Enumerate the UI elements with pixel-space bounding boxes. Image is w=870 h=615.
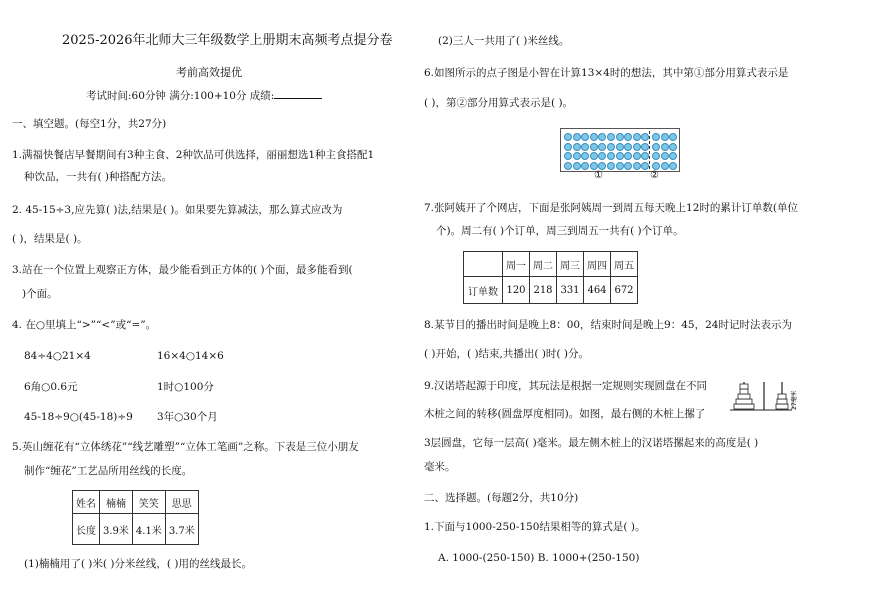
- dot: [581, 162, 589, 170]
- table-cell: 楠楠: [100, 491, 133, 514]
- table-cell: 周三: [557, 252, 584, 277]
- table-cell: 218: [530, 277, 557, 304]
- q4-instruction: 4. 在○里填上“>”“<”或“=”。: [12, 319, 157, 331]
- exam-subtitle: 考前高效提优: [176, 66, 242, 79]
- q7-line1: 7.张阿姨开了个网店，下面是张阿姨周一到周五每天晚上12时的累计订单数(单位: [424, 202, 798, 214]
- dot: [573, 152, 581, 160]
- table-cell: 464: [584, 277, 611, 304]
- q6-line1: 6.如图所示的点子图是小智在计算13×4时的想法，其中第①部分用算式表示是: [424, 67, 789, 79]
- dot: [641, 143, 649, 151]
- dot: [641, 162, 649, 170]
- left-disk: [738, 394, 750, 399]
- dot: [624, 143, 632, 151]
- table-cell: 331: [557, 277, 584, 304]
- section-choice: 二、选择题。(每题2分，共10分): [424, 492, 579, 504]
- dot: [607, 143, 615, 151]
- height-label: 27毫米: [791, 390, 798, 410]
- dot: [598, 133, 606, 141]
- dot-grid-figure: [560, 128, 680, 172]
- right-disk: [778, 394, 786, 399]
- dot: [590, 133, 598, 141]
- dot: [590, 143, 598, 151]
- exam-info-text: 考试时间:60分钟 满分:100+10分 成绩:: [86, 90, 275, 102]
- q9-line3: 3层圆盘，它每一层高( )毫米。最左侧木桩上的汉诺塔摞起来的高度是( ): [424, 437, 759, 449]
- table-cell: 4.1米: [132, 514, 165, 545]
- dot: [661, 143, 669, 151]
- dot: [564, 162, 572, 170]
- dot: [607, 152, 615, 160]
- dot: [581, 152, 589, 160]
- table-cell: [464, 252, 503, 277]
- dot: [661, 162, 669, 170]
- q6-line2: ( )，第②部分用算式表示是( )。: [424, 97, 574, 109]
- q3-line2: )个面。: [22, 288, 58, 300]
- dot: [581, 133, 589, 141]
- q5-line2: 制作“缠花”工艺品所用丝线的长度。: [24, 465, 193, 477]
- table-cell: 长度: [73, 514, 100, 545]
- dot: [661, 152, 669, 160]
- q4-item: 1时○100分: [157, 381, 214, 393]
- dot: [573, 133, 581, 141]
- exam-title: 2025-2026年北师大三年级数学上册期末高频考点提分卷: [62, 33, 393, 48]
- dot: [633, 133, 641, 141]
- q3-line1: 3.站在一个位置上观察正方体，最少能看到正方体的( )个面，最多能看到(: [12, 264, 353, 276]
- q2-line2: ( )，结果是( )。: [12, 233, 88, 245]
- left-disk: [740, 384, 748, 389]
- dot: [581, 143, 589, 151]
- dot: [564, 133, 572, 141]
- table-cell: 3.7米: [165, 514, 198, 545]
- right-disk: [777, 399, 787, 404]
- hanoi-tower-figure: [730, 376, 810, 414]
- q4-item: 6角○0.6元: [24, 381, 78, 393]
- dot: [669, 133, 677, 141]
- exam-info: [86, 87, 322, 103]
- part1-label: ①: [594, 170, 603, 181]
- score-blank[interactable]: [274, 87, 322, 99]
- dot: [598, 143, 606, 151]
- dot: [633, 162, 641, 170]
- s2-q1-options[interactable]: A. 1000-(250-150) B. 1000+(250-150): [438, 552, 640, 564]
- dot: [633, 143, 641, 151]
- table-cell: 订单数: [464, 277, 503, 304]
- left-disk: [740, 389, 748, 394]
- table-cell: 周五: [611, 252, 638, 277]
- left-disk: [736, 399, 752, 404]
- q5-part1: (1)楠楠用了( )米( )分米丝线，( )用的丝线最长。: [24, 558, 252, 570]
- dot: [564, 143, 572, 151]
- dot: [573, 162, 581, 170]
- dot: [590, 152, 598, 160]
- q1-line2: 种饮品，一共有( )种搭配方法。: [24, 171, 173, 183]
- q7-orders-table: [463, 251, 638, 304]
- q4-item: 45-18÷9○(45-18)÷9: [24, 411, 133, 423]
- q9-line2: 木桩之间的转移(圆盘厚度相同)。如图，最右侧的木桩上摞了: [424, 408, 706, 420]
- q1-line1: 1.满福快餐店早餐期间有3种主食、2种饮品可供选择，丽丽想选1种主食搭配1: [12, 149, 375, 161]
- table-cell: 周一: [503, 252, 530, 277]
- q8-line2: ( )开始，( )结束,共播出( )时( )分。: [424, 348, 589, 360]
- dot: [652, 162, 660, 170]
- table-cell: 3.9米: [100, 514, 133, 545]
- q8-line1: 8.某节目的播出时间是晚上8：00，结束时间是晚上9：45，24时记时法表示为: [424, 319, 792, 331]
- dot: [652, 152, 660, 160]
- dot: [624, 133, 632, 141]
- part2-label: ②: [650, 170, 659, 181]
- dot: [598, 162, 606, 170]
- dot: [616, 133, 624, 141]
- q7-line2: 个)。周二有( )个订单，周三到周五一共有( )个订单。: [436, 225, 684, 237]
- q5-length-table: [72, 490, 199, 545]
- q9-line1: 9.汉诺塔起源于印度，其玩法是根据一定规则实现圆盘在不同: [424, 380, 708, 392]
- dot: [564, 152, 572, 160]
- dot: [669, 143, 677, 151]
- right-disk: [776, 404, 788, 409]
- q4-item: 3年○30个月: [157, 411, 218, 423]
- dot: [598, 152, 606, 160]
- table-cell: 姓名: [73, 491, 100, 514]
- dot: [624, 162, 632, 170]
- dot: [616, 152, 624, 160]
- dot: [624, 152, 632, 160]
- table-cell: 120: [503, 277, 530, 304]
- dot: [652, 133, 660, 141]
- table-cell: 笑笑: [132, 491, 165, 514]
- dot: [633, 152, 641, 160]
- table-cell: 思思: [165, 491, 198, 514]
- q5-line1: 5.英山缠花有“立体绣花”“线艺雕塑”“立体工笔画”之称。下表是三位小朋友: [12, 441, 359, 453]
- dot: [661, 133, 669, 141]
- q4-item: 16×4○14×6: [157, 350, 224, 362]
- dot: [607, 162, 615, 170]
- dot: [669, 162, 677, 170]
- table-cell: 672: [611, 277, 638, 304]
- dot: [669, 152, 677, 160]
- q9-line4: 毫米。: [424, 461, 456, 473]
- q5-part2: (2)三人一共用了( )米丝线。: [438, 35, 570, 47]
- dot: [616, 162, 624, 170]
- section-fill-in: 一、填空题。(每空1分，共27分): [12, 118, 167, 130]
- divider-line: [649, 131, 650, 169]
- dot: [607, 133, 615, 141]
- dot: [573, 143, 581, 151]
- dot: [590, 162, 598, 170]
- left-disk: [734, 404, 754, 409]
- table-cell: 周四: [584, 252, 611, 277]
- dot: [652, 143, 660, 151]
- table-cell: 周二: [530, 252, 557, 277]
- s2-q1: 1.下面与1000-250-150结果相等的算式是( )。: [424, 521, 646, 533]
- q2-line1: 2. 45-15÷3,应先算( )法,结果是( )。如果要先算减法，那么算式应改为: [12, 204, 343, 216]
- q4-item: 84÷4○21×4: [24, 350, 91, 362]
- dot: [616, 143, 624, 151]
